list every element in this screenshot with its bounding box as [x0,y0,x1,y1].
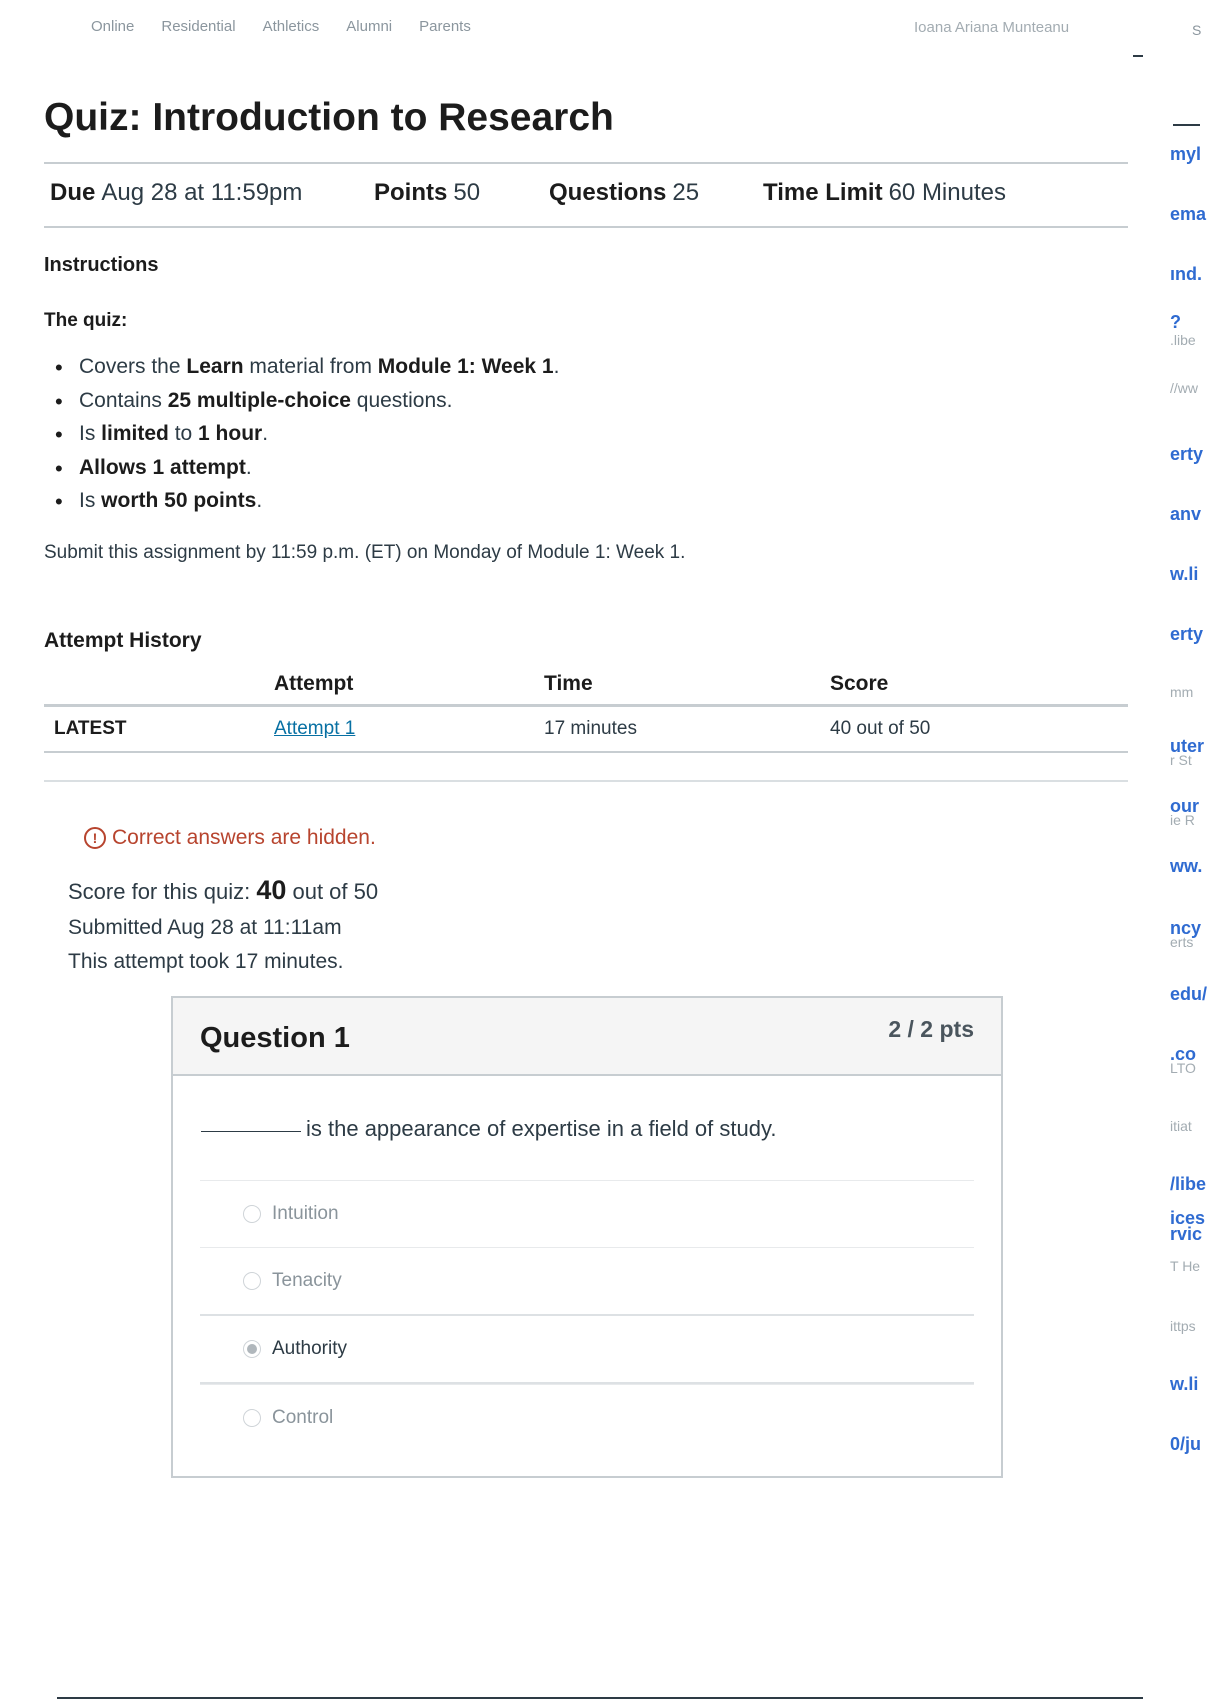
answer-option[interactable] [200,1180,974,1247]
attempt-history-heading: Attempt History [44,629,202,652]
points-info [374,179,480,207]
fill-in-blank [201,1131,301,1132]
answer-label: Intuition [272,1203,339,1224]
sidebar-link-fragment[interactable]: our [1170,796,1199,816]
time-cell: 17 minutes [544,706,830,753]
sidebar-text-fragment: //ww [1170,380,1198,396]
sidebar-text-fragment: ie R [1170,812,1195,828]
sidebar-link-fragment[interactable]: ices [1170,1208,1206,1228]
attempt-cell [274,706,544,753]
sidebar-text-fragment: itiat [1170,1118,1192,1134]
due-value: Aug 28 at 11:59pm [101,179,303,206]
score-cell: 40 out of 50 [830,706,1128,753]
bullet-bold: Learn [186,355,244,378]
question-points: 2 / 2 pts [888,1016,974,1042]
questions-info [549,179,699,207]
sidebar-link-fragment[interactable]: ınd. [1170,264,1202,284]
questions-value: 25 [672,179,700,206]
user-name[interactable]: Ioana Ariana Munteanu [914,19,1070,36]
questions-label: Questions [549,179,667,206]
sidebar-link-fragment[interactable]: anv [1170,504,1202,524]
sidebar-link-fragment[interactable]: erty [1170,624,1204,644]
sidebar-text-fragment: r St [1170,752,1192,768]
bullet-text: questions. [350,388,453,412]
answer-option-selected[interactable] [200,1314,974,1384]
score-prefix: Score for this quiz: [68,879,257,904]
answer-option[interactable] [200,1247,974,1314]
top-nav [91,18,498,35]
column-header-score: Score [830,664,1128,706]
answer-list [200,1180,974,1451]
sidebar-link-fragment[interactable]: ema [1170,204,1207,224]
answer-label: Authority [272,1338,347,1359]
sidebar-text-fragment: T He [1170,1258,1201,1274]
sidebar-text-fragment: ittps [1170,1318,1196,1334]
score-value: 40 [256,875,287,905]
sidebar-link-fragment[interactable]: uter [1170,736,1205,756]
score-suffix: out of 50 [286,879,379,904]
attempt-duration: This attempt took 17 minutes. [68,950,344,973]
correct-answers-hidden-notice [84,826,376,850]
submit-note: Submit this assignment by 11:59 p.m. (ET) on Monday of Module 1: Week 1. [44,542,686,563]
bullet-bold: worth 50 points [101,489,257,512]
bullet-text: Is [79,489,102,512]
exclamation-circle-icon: ! [84,827,106,849]
bullet-text: . [262,422,269,445]
radio-button-checked[interactable] [243,1340,261,1358]
bullet-text: . [553,355,560,378]
radio-button[interactable] [243,1409,261,1427]
nav-item-online[interactable]: Online [91,18,135,35]
radio-button[interactable] [243,1205,261,1223]
bullet-text: . [245,455,252,479]
question-text [201,1116,776,1142]
bullet-bold: 25 multiple-choice [167,388,351,412]
question-header [173,998,1001,1076]
notice-text: Correct answers are hidden. [112,826,376,849]
latest-tag: LATEST [44,706,274,753]
question-card [171,996,1003,1478]
time-limit-info [763,179,1006,207]
column-header-attempt: Attempt [274,664,544,706]
nav-item-athletics[interactable]: Athletics [262,18,320,35]
nav-item-alumni[interactable]: Alumni [346,18,393,35]
bullet-bold: limited [101,422,169,445]
sidebar-text-fragment: .libe [1170,332,1196,348]
instructions-heading: Instructions [44,254,159,276]
question-text-body: is the appearance of expertise in a field of study. [306,1116,777,1141]
list-item [55,489,559,523]
bullet-text: Contains [79,388,168,412]
bullet-text: material from [243,355,378,378]
column-header-time: Time [544,664,830,706]
bullet-bold: Allows 1 attempt [79,455,246,479]
instructions-list [55,355,559,523]
sidebar-link-fragment[interactable]: ww. [1170,856,1203,876]
sidebar-link-fragment[interactable]: ncy [1170,918,1202,938]
sidebar-link-fragment[interactable]: erty [1170,444,1204,464]
nav-item-residential[interactable]: Residential [161,18,236,35]
question-title: Question 1 [200,1022,350,1054]
answer-label: Tenacity [272,1270,342,1291]
bullet-text: to [168,422,199,445]
divider [44,780,1128,782]
answer-option[interactable] [200,1384,974,1451]
sidebar-link-fragment[interactable]: /libe [1170,1174,1207,1194]
list-item [55,422,559,456]
footer-divider [57,1697,1143,1699]
attempt-link[interactable]: Attempt 1 [274,718,356,739]
points-value: 50 [453,179,481,206]
attempt-history-table [44,664,1128,753]
sidebar-link-fragment[interactable]: w.li [1170,1374,1199,1394]
sidebar-text-fragment: erts [1170,934,1194,950]
answer-label: Control [272,1407,334,1428]
sidebar-link-fragment[interactable]: myl [1170,144,1202,164]
list-item [55,456,559,490]
column-header-empty [44,664,274,706]
due-label: Due [50,179,96,206]
sidebar-link-fragment[interactable]: .co [1170,1044,1197,1064]
radio-button[interactable] [243,1272,261,1290]
sidebar-link-fragment[interactable]: w.li [1170,564,1199,584]
table-header-row [44,664,1128,706]
sidebar-link-fragment[interactable]: rvic [1170,1224,1203,1244]
submitted-time: Submitted Aug 28 at 11:11am [68,916,342,939]
sidebar-text-fragment: LTO [1170,1060,1196,1076]
sidebar-link-fragment[interactable]: edu/ [1170,984,1207,1004]
top-right-fragment: S [1192,22,1202,38]
page-title: Quiz: Introduction to Research [44,96,614,139]
sidebar-text-fragment: mm [1170,684,1194,700]
quiz-meta [44,162,1128,228]
the-quiz-label: The quiz: [44,310,128,331]
bullet-text: Covers the [79,355,187,378]
bullet-text: . [256,489,263,512]
time-limit-label: Time Limit [763,179,883,206]
right-sidebar-clipped [1168,110,1207,1510]
list-item [55,355,559,389]
divider [1133,55,1143,57]
sidebar-link-fragment[interactable]: ? [1170,312,1181,332]
bullet-text: Is [79,422,102,445]
points-label: Points [374,179,448,206]
table-row [44,706,1128,753]
sidebar-link-fragment[interactable]: 0/ju [1170,1434,1202,1454]
due-info [50,179,302,207]
bullet-bold: 1 hour [198,422,263,445]
bullet-bold: Module 1: Week 1 [377,355,554,378]
time-limit-value: 60 Minutes [888,179,1006,206]
quiz-score [68,875,378,906]
list-item [55,389,559,423]
nav-item-parents[interactable]: Parents [419,18,471,35]
